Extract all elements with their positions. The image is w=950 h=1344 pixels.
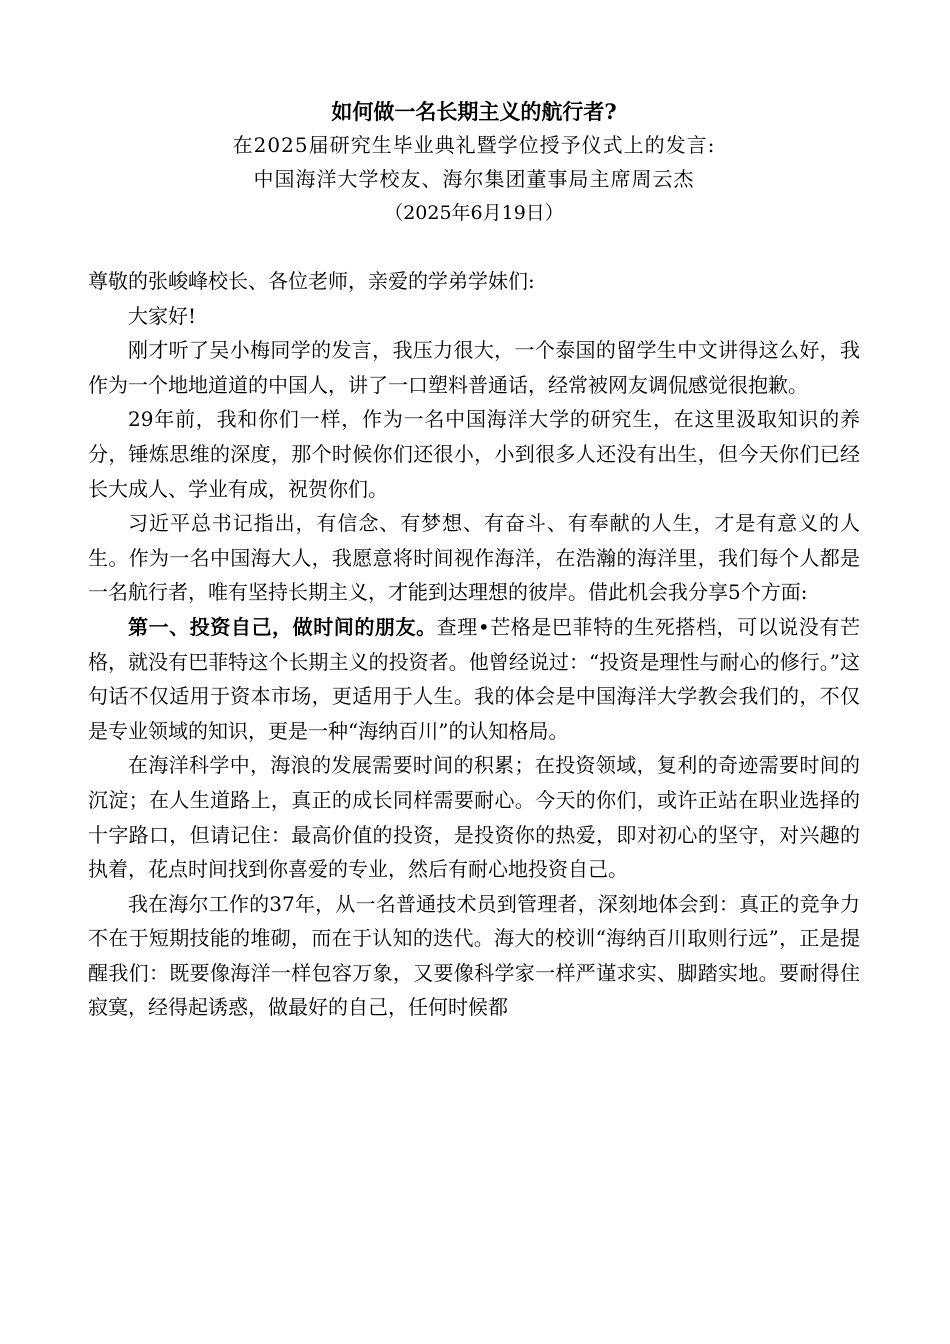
speech-date: （2025年6月19日） xyxy=(384,202,564,224)
document-page xyxy=(88,96,860,1025)
greeting: 大家好! xyxy=(128,303,197,328)
speech-body xyxy=(88,264,860,1025)
paragraph: 29年前，我和你们一样，作为一名中国海洋大学的研究生，在这里汲取知识的养分，锤炼思维的深度，那个时候你们还很小，小到很多人还没有出生，但今天你们已经长大成人、学业有成，祝贺你们。 xyxy=(88,407,860,501)
document-header xyxy=(88,96,860,230)
section-1-paragraph xyxy=(88,610,860,748)
paragraph: 在海洋科学中，海浪的发展需要时间的积累；在投资领域，复利的奇迹需要时间的沉淀；在人生道路上，真正的成长同样需要耐心。今天的你们，或许正站在职业选择的十字路口，但请记住：最高价值的投资，是投资你的热爱，即对初心的坚守，对兴趣的执着，花点时间找到你喜爱的专业，然后有耐心地投资自己。 xyxy=(88,753,860,882)
document-subtitle: 在2025届研究生毕业典礼暨学位授予仪式上的发言: xyxy=(232,133,716,157)
document-title: 如何做一名长期主义的航行者? xyxy=(331,99,617,124)
section-1-text: 查理•芒格是巴菲特的生死搭档，可以说没有芒格，就没有巴菲特这个长期主义的投资者。他曾经说过：“投资是理性与耐心的修行。”这句话不仅适用于资本市场，更适用于人生。我的体会是中国海洋大学教会我们的，不仅是专业领域的知识，更是一种“海纳百川”的认知格局。 xyxy=(88,614,861,743)
salutation: 尊敬的张峻峰校长、各位老师，亲爱的学弟学妹们: xyxy=(88,269,535,293)
speaker-line: 中国海洋大学校友、海尔集团董事局主席周云杰 xyxy=(253,167,695,191)
paragraph: 刚才听了吴小梅同学的发言，我压力很大，一个泰国的留学生中文讲得这么好，我作为一个地地道道的中国人，讲了一口塑料普通话，经常被网友调侃感觉很抱歉。 xyxy=(88,338,860,397)
section-1-heading: 第一、投资自己，做时间的朋友。 xyxy=(128,614,437,639)
paragraph: 习近平总书记指出，有信念、有梦想、有奋斗、有奉献的人生，才是有意义的人生。作为一名中国海大人，我愿意将时间视作海洋，在浩瀚的海洋里，我们每个人都是一名航行者，唯有坚持长期主义，才能到达理想的彼岸。借此机会我分享5个方面: xyxy=(88,511,860,605)
paragraph: 我在海尔工作的37年，从一名普通技术员到管理者，深刻地体会到：真正的竞争力不在于短期技能的堆砌，而在于认知的迭代。海大的校训“海纳百川取则行远”，正是提醒我们：既要像海洋一样包容万象，又要像科学家一样严谨求实、脚踏实地。要耐得住寂寞，经得起诱惑，做最好的自己，任何时候都 xyxy=(88,891,860,1020)
